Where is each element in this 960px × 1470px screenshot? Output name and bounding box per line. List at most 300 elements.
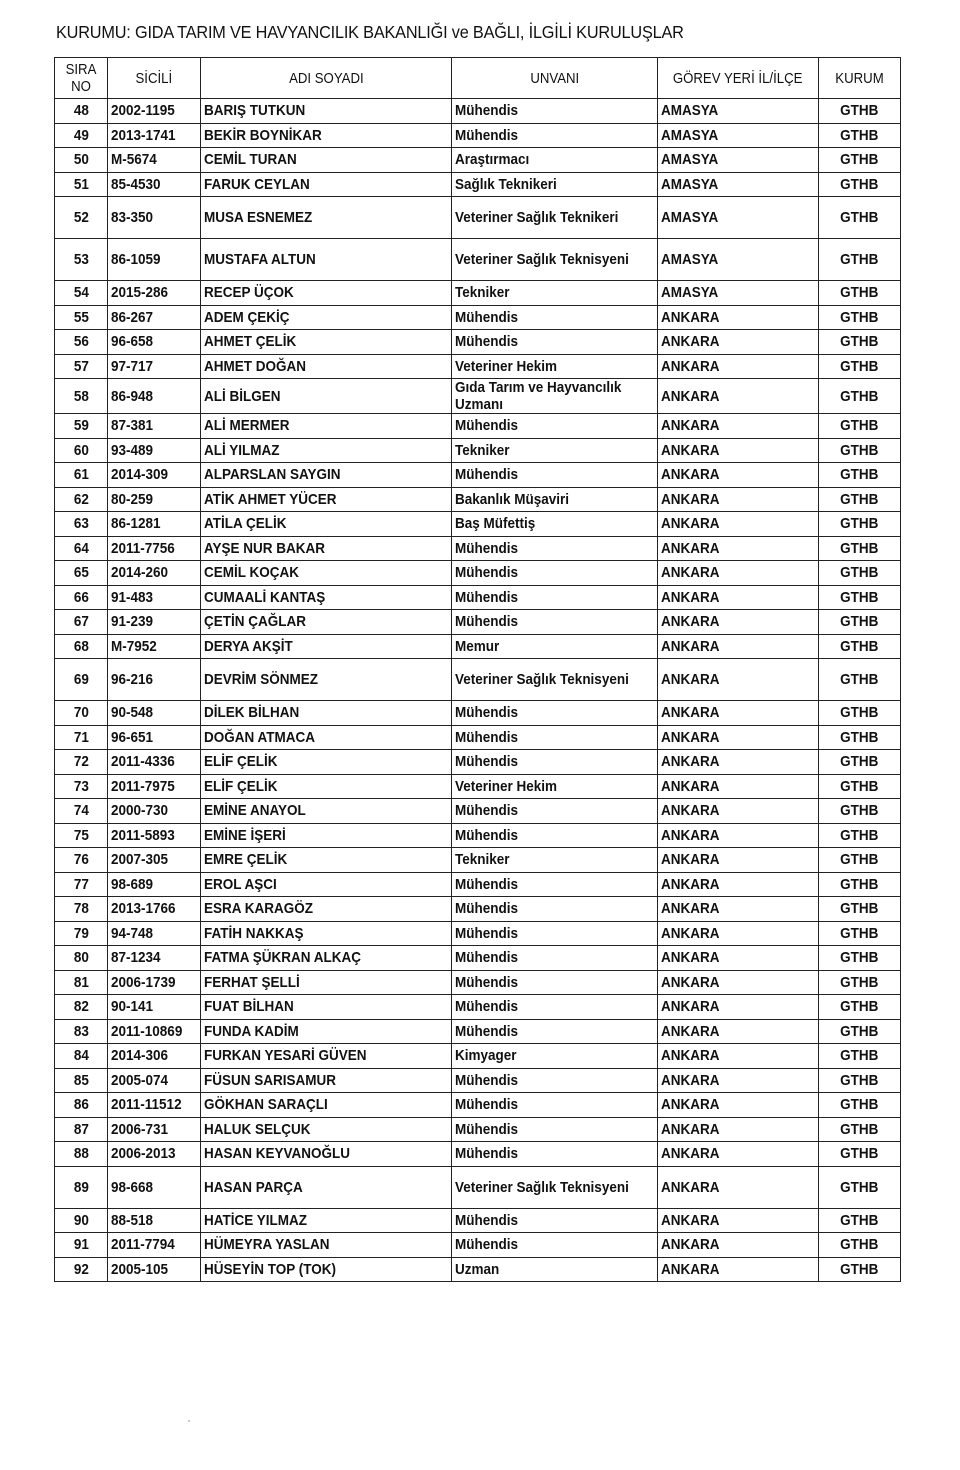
row-unvan: Mühendis [455, 564, 518, 582]
row-sicil: 94-748 [111, 924, 154, 942]
row-sicil: 2011-7794 [111, 1236, 175, 1254]
row-sicil: 2011-11512 [111, 1096, 182, 1114]
row-sicil-cell [108, 848, 201, 873]
row-gorev-yeri-cell [658, 330, 819, 355]
row-kurum: GTHB [840, 1260, 879, 1278]
row-name: BEKİR BOYNİKAR [204, 126, 322, 144]
table-row [55, 1117, 901, 1142]
row-gorev-yeri-cell [658, 487, 819, 512]
row-number: 73 [73, 777, 89, 795]
row-sicil-cell [108, 921, 201, 946]
row-kurum: GTHB [840, 251, 879, 268]
row-kurum: GTHB [840, 802, 879, 820]
row-unvan: Mühendis [455, 973, 518, 991]
table-body [55, 99, 901, 1282]
row-gorev-yeri: ANKARA [661, 466, 720, 484]
row-sicil: 85-4530 [111, 175, 161, 193]
row-kurum-cell [819, 239, 901, 281]
table-row [55, 848, 901, 873]
row-name: CEMİL TURAN [204, 151, 297, 169]
row-gorev-yeri: ANKARA [661, 333, 720, 351]
row-sicil: 2015-286 [111, 284, 169, 302]
row-number-cell [55, 848, 108, 873]
row-unvan: Mühendis [455, 613, 518, 631]
row-unvan: Mühendis [455, 1096, 518, 1114]
row-gorev-yeri: AMASYA [661, 102, 719, 120]
row-name-cell [201, 438, 452, 463]
table-row [55, 1233, 901, 1258]
row-kurum: GTHB [840, 308, 879, 326]
table-row [55, 946, 901, 971]
row-kurum: GTHB [840, 875, 879, 893]
row-kurum-cell [819, 897, 901, 922]
row-sicil-cell [108, 750, 201, 775]
row-number: 68 [73, 637, 89, 655]
row-gorev-yeri: ANKARA [661, 753, 720, 771]
row-name: EMRE ÇELİK [204, 851, 288, 869]
row-gorev-yeri: ANKARA [661, 515, 720, 533]
row-name-cell [201, 1166, 452, 1208]
row-name: HASAN KEYVANOĞLU [204, 1145, 351, 1163]
row-name: HÜSEYİN TOP (TOK) [204, 1260, 337, 1278]
row-name: EROL AŞCI [204, 875, 277, 893]
row-gorev-yeri: ANKARA [661, 826, 720, 844]
row-sicil-cell [108, 872, 201, 897]
row-name-cell [201, 1019, 452, 1044]
row-name-cell [201, 610, 452, 635]
row-number: 51 [73, 175, 89, 193]
row-gorev-yeri: ANKARA [661, 1071, 720, 1089]
row-kurum-cell [819, 872, 901, 897]
row-number: 79 [73, 924, 89, 942]
row-gorev-yeri: ANKARA [661, 1120, 720, 1138]
row-unvan-cell [452, 281, 658, 306]
row-name-cell [201, 330, 452, 355]
row-sicil: 90-548 [111, 704, 154, 722]
row-unvan: Araştırmacı [455, 151, 530, 169]
row-number: 76 [73, 851, 89, 869]
table-row [55, 148, 901, 173]
row-number-cell [55, 610, 108, 635]
table-row [55, 921, 901, 946]
row-name: CUMAALİ KANTAŞ [204, 588, 326, 606]
row-gorev-yeri: ANKARA [661, 539, 720, 557]
row-gorev-yeri-cell [658, 750, 819, 775]
row-unvan: Mühendis [455, 949, 518, 967]
table-row [55, 897, 901, 922]
row-name-cell [201, 414, 452, 439]
table-row [55, 1208, 901, 1233]
row-kurum: GTHB [840, 357, 879, 375]
row-gorev-yeri-cell [658, 1117, 819, 1142]
row-sicil-cell [108, 995, 201, 1020]
row-sicil: 96-658 [111, 333, 154, 351]
row-name: ALİ BİLGEN [204, 387, 281, 405]
row-unvan-cell [452, 1233, 658, 1258]
row-number-cell [55, 1068, 108, 1093]
row-unvan-cell [452, 305, 658, 330]
row-gorev-yeri-cell [658, 1233, 819, 1258]
row-number-cell [55, 725, 108, 750]
row-kurum: GTHB [840, 490, 879, 508]
row-name-cell [201, 487, 452, 512]
row-unvan: Mühendis [455, 1071, 518, 1089]
row-unvan: Veteriner Sağlık Teknisyeni [455, 1178, 629, 1196]
row-kurum: GTHB [840, 387, 879, 405]
table-row [55, 585, 901, 610]
row-gorev-yeri: ANKARA [661, 998, 720, 1016]
row-kurum: GTHB [840, 637, 879, 655]
row-name-cell [201, 634, 452, 659]
row-kurum-cell [819, 799, 901, 824]
row-number: 85 [73, 1071, 89, 1089]
row-kurum-cell [819, 561, 901, 586]
row-number: 71 [73, 728, 89, 746]
row-kurum: GTHB [840, 777, 879, 795]
row-kurum-cell [819, 1019, 901, 1044]
row-gorev-yeri: ANKARA [661, 588, 720, 606]
row-number-cell [55, 634, 108, 659]
row-number-cell [55, 970, 108, 995]
row-unvan: Mühendis [455, 900, 518, 918]
row-unvan: Mühendis [455, 1145, 518, 1163]
row-kurum-cell [819, 725, 901, 750]
row-name: ELİF ÇELİK [204, 753, 278, 771]
row-sicil-cell [108, 561, 201, 586]
row-number: 88 [73, 1145, 89, 1163]
row-gorev-yeri-cell [658, 1208, 819, 1233]
row-number-cell [55, 1257, 108, 1282]
row-name-cell [201, 823, 452, 848]
table-row [55, 823, 901, 848]
row-kurum-cell [819, 1233, 901, 1258]
row-number-cell [55, 750, 108, 775]
row-sicil-cell [108, 379, 201, 414]
row-sicil-cell [108, 1019, 201, 1044]
row-unvan-cell [452, 123, 658, 148]
row-sicil-cell [108, 659, 201, 701]
row-gorev-yeri: ANKARA [661, 564, 720, 582]
row-name: HASAN PARÇA [204, 1178, 303, 1196]
row-sicil: 91-483 [111, 588, 154, 606]
row-kurum-cell [819, 659, 901, 701]
row-unvan: Mühendis [455, 1211, 518, 1229]
row-sicil-cell [108, 1117, 201, 1142]
row-number: 86 [73, 1096, 89, 1114]
row-name: FURKAN YESARİ GÜVEN [204, 1047, 367, 1065]
row-gorev-yeri-cell [658, 1142, 819, 1167]
table-row [55, 561, 901, 586]
row-kurum-cell [819, 305, 901, 330]
table-row [55, 536, 901, 561]
row-number-cell [55, 438, 108, 463]
row-sicil: 2014-260 [111, 564, 169, 582]
row-gorev-yeri-cell [658, 463, 819, 488]
table-row [55, 197, 901, 239]
row-kurum: GTHB [840, 1096, 879, 1114]
row-unvan-cell [452, 1019, 658, 1044]
row-number-cell [55, 379, 108, 414]
row-gorev-yeri-cell [658, 970, 819, 995]
row-gorev-yeri-cell [658, 634, 819, 659]
row-sicil-cell [108, 799, 201, 824]
table-row [55, 1093, 901, 1118]
row-name: EMİNE ANAYOL [204, 802, 306, 820]
table-row [55, 1257, 901, 1282]
row-gorev-yeri-cell [658, 239, 819, 281]
row-name-cell [201, 463, 452, 488]
row-unvan: Mühendis [455, 1120, 518, 1138]
row-name-cell [201, 970, 452, 995]
row-gorev-yeri-cell [658, 148, 819, 173]
row-name-cell [201, 872, 452, 897]
row-sicil-cell [108, 148, 201, 173]
table-row [55, 1142, 901, 1167]
row-kurum: GTHB [840, 671, 879, 688]
row-name-cell [201, 305, 452, 330]
row-kurum-cell [819, 354, 901, 379]
row-gorev-yeri: ANKARA [661, 1047, 720, 1065]
row-name-cell [201, 99, 452, 124]
row-number: 81 [73, 973, 89, 991]
row-gorev-yeri-cell [658, 774, 819, 799]
row-name-cell [201, 750, 452, 775]
row-kurum-cell [819, 1068, 901, 1093]
row-number-cell [55, 487, 108, 512]
row-number: 87 [73, 1120, 89, 1138]
row-number-cell [55, 536, 108, 561]
row-kurum: GTHB [840, 151, 879, 169]
table-row [55, 354, 901, 379]
row-name: HATİCE YILMAZ [204, 1211, 308, 1229]
row-sicil-cell [108, 281, 201, 306]
row-unvan: Baş Müfettiş [455, 515, 536, 533]
row-unvan-cell [452, 1068, 658, 1093]
row-kurum: GTHB [840, 588, 879, 606]
row-kurum-cell [819, 634, 901, 659]
row-gorev-yeri-cell [658, 995, 819, 1020]
row-unvan-cell [452, 1142, 658, 1167]
row-name: ALPARSLAN SAYGIN [204, 466, 341, 484]
row-unvan-cell [452, 750, 658, 775]
row-unvan-cell [452, 1044, 658, 1069]
row-gorev-yeri: ANKARA [661, 637, 720, 655]
row-kurum-cell [819, 921, 901, 946]
row-number: 52 [73, 209, 89, 226]
row-gorev-yeri: ANKARA [661, 387, 720, 405]
row-sicil: M-7952 [111, 637, 157, 655]
row-sicil: 2011-10869 [111, 1022, 183, 1040]
row-kurum: GTHB [840, 826, 879, 844]
row-sicil-cell [108, 414, 201, 439]
row-sicil: 2014-306 [111, 1047, 169, 1065]
row-number: 90 [73, 1211, 89, 1229]
row-gorev-yeri-cell [658, 1044, 819, 1069]
row-gorev-yeri-cell [658, 921, 819, 946]
row-sicil: 86-267 [111, 308, 154, 326]
row-number: 48 [73, 102, 89, 120]
row-number: 59 [73, 417, 89, 435]
row-gorev-yeri-cell [658, 512, 819, 537]
row-number-cell [55, 172, 108, 197]
row-kurum-cell [819, 1117, 901, 1142]
row-number-cell [55, 1208, 108, 1233]
row-gorev-yeri-cell [658, 799, 819, 824]
row-kurum: GTHB [840, 1120, 879, 1138]
row-name: ESRA KARAGÖZ [204, 900, 314, 918]
table-row [55, 872, 901, 897]
row-gorev-yeri-cell [658, 99, 819, 124]
row-name: GÖKHAN SARAÇLI [204, 1096, 328, 1114]
table-row [55, 634, 901, 659]
row-unvan: Kimyager [455, 1047, 517, 1065]
row-sicil-cell [108, 701, 201, 726]
row-unvan-cell [452, 561, 658, 586]
row-name-cell [201, 1233, 452, 1258]
row-number: 62 [73, 490, 89, 508]
row-kurum: GTHB [840, 1071, 879, 1089]
row-kurum-cell [819, 172, 901, 197]
row-kurum-cell [819, 1166, 901, 1208]
table-row [55, 1044, 901, 1069]
row-kurum-cell [819, 99, 901, 124]
row-number-cell [55, 239, 108, 281]
row-sicil: 2014-309 [111, 466, 169, 484]
row-sicil: 2013-1766 [111, 900, 176, 918]
row-gorev-yeri: ANKARA [661, 1145, 720, 1163]
row-gorev-yeri-cell [658, 281, 819, 306]
row-sicil: 86-948 [111, 387, 154, 405]
row-unvan-cell [452, 701, 658, 726]
row-name: FATİH NAKKAŞ [204, 924, 304, 942]
row-kurum: GTHB [840, 728, 879, 746]
row-number: 92 [73, 1260, 89, 1278]
row-sicil: 80-259 [111, 490, 154, 508]
row-kurum: GTHB [840, 417, 879, 435]
row-unvan-cell [452, 536, 658, 561]
row-kurum-cell [819, 995, 901, 1020]
row-name: DERYA AKŞİT [204, 637, 293, 655]
row-gorev-yeri-cell [658, 823, 819, 848]
row-gorev-yeri: ANKARA [661, 949, 720, 967]
row-number-cell [55, 1142, 108, 1167]
row-kurum-cell [819, 330, 901, 355]
row-unvan-cell [452, 995, 658, 1020]
row-number-cell [55, 1117, 108, 1142]
row-number: 84 [73, 1047, 89, 1065]
row-gorev-yeri-cell [658, 438, 819, 463]
row-sicil-cell [108, 123, 201, 148]
row-number-cell [55, 99, 108, 124]
row-gorev-yeri: ANKARA [661, 1022, 720, 1040]
row-gorev-yeri: ANKARA [661, 704, 720, 722]
row-number: 80 [73, 949, 89, 967]
table-row [55, 1019, 901, 1044]
row-unvan-cell [452, 585, 658, 610]
row-gorev-yeri-cell [658, 1093, 819, 1118]
row-number: 58 [73, 387, 89, 405]
row-number-cell [55, 1019, 108, 1044]
row-number: 50 [73, 151, 89, 169]
row-kurum: GTHB [840, 209, 879, 226]
row-gorev-yeri-cell [658, 379, 819, 414]
row-kurum-cell [819, 1142, 901, 1167]
row-gorev-yeri: ANKARA [661, 802, 720, 820]
row-gorev-yeri-cell [658, 197, 819, 239]
row-name: MUSA ESNEMEZ [204, 209, 313, 226]
row-name: FÜSUN SARISAMUR [204, 1071, 337, 1089]
row-kurum-cell [819, 701, 901, 726]
row-name: CEMİL KOÇAK [204, 564, 300, 582]
row-name-cell [201, 123, 452, 148]
table-row [55, 750, 901, 775]
row-number-cell [55, 1166, 108, 1208]
row-number: 75 [73, 826, 89, 844]
table-row [55, 701, 901, 726]
table-row [55, 379, 901, 414]
table-row [55, 330, 901, 355]
row-number-cell [55, 1044, 108, 1069]
row-unvan-cell [452, 725, 658, 750]
row-unvan: Mühendis [455, 924, 518, 942]
row-unvan: Veteriner Sağlık Teknikeri [455, 209, 619, 226]
row-name-cell [201, 197, 452, 239]
row-unvan: Mühendis [455, 826, 518, 844]
row-name-cell [201, 379, 452, 414]
header-sira-no: SIRA NO [55, 58, 108, 99]
row-unvan-cell [452, 1257, 658, 1282]
header-sicili: SİCİLİ [108, 58, 201, 99]
row-name-cell [201, 561, 452, 586]
row-unvan: Veteriner Sağlık Teknisyeni [455, 251, 629, 268]
row-unvan-cell [452, 99, 658, 124]
row-kurum: GTHB [840, 753, 879, 771]
row-name-cell [201, 659, 452, 701]
row-unvan: Mühendis [455, 1022, 518, 1040]
row-name: EMİNE İŞERİ [204, 826, 286, 844]
row-name: DİLEK BİLHAN [204, 704, 300, 722]
row-unvan-cell [452, 634, 658, 659]
row-number-cell [55, 354, 108, 379]
table-header-row [55, 58, 901, 99]
row-gorev-yeri-cell [658, 1068, 819, 1093]
row-unvan: Mühendis [455, 875, 518, 893]
row-unvan-cell [452, 659, 658, 701]
row-name: HALUK SELÇUK [204, 1120, 311, 1138]
row-kurum: GTHB [840, 441, 879, 459]
row-unvan: Veteriner Sağlık Teknisyeni [455, 671, 629, 688]
row-kurum: GTHB [840, 515, 879, 533]
row-kurum-cell [819, 774, 901, 799]
row-kurum-cell [819, 536, 901, 561]
row-sicil-cell [108, 897, 201, 922]
row-number: 55 [73, 308, 89, 326]
row-kurum: GTHB [840, 851, 879, 869]
row-number: 60 [73, 441, 89, 459]
row-name-cell [201, 172, 452, 197]
table-row [55, 1166, 901, 1208]
row-kurum-cell [819, 487, 901, 512]
row-sicil-cell [108, 823, 201, 848]
table-row [55, 239, 901, 281]
row-sicil: 90-141 [111, 998, 154, 1016]
row-name-cell [201, 148, 452, 173]
table-row [55, 970, 901, 995]
row-unvan-cell [452, 1117, 658, 1142]
row-unvan: Gıda Tarım ve Hayvancılık Uzmanı [455, 379, 622, 413]
row-gorev-yeri: ANKARA [661, 417, 720, 435]
row-number-cell [55, 659, 108, 701]
